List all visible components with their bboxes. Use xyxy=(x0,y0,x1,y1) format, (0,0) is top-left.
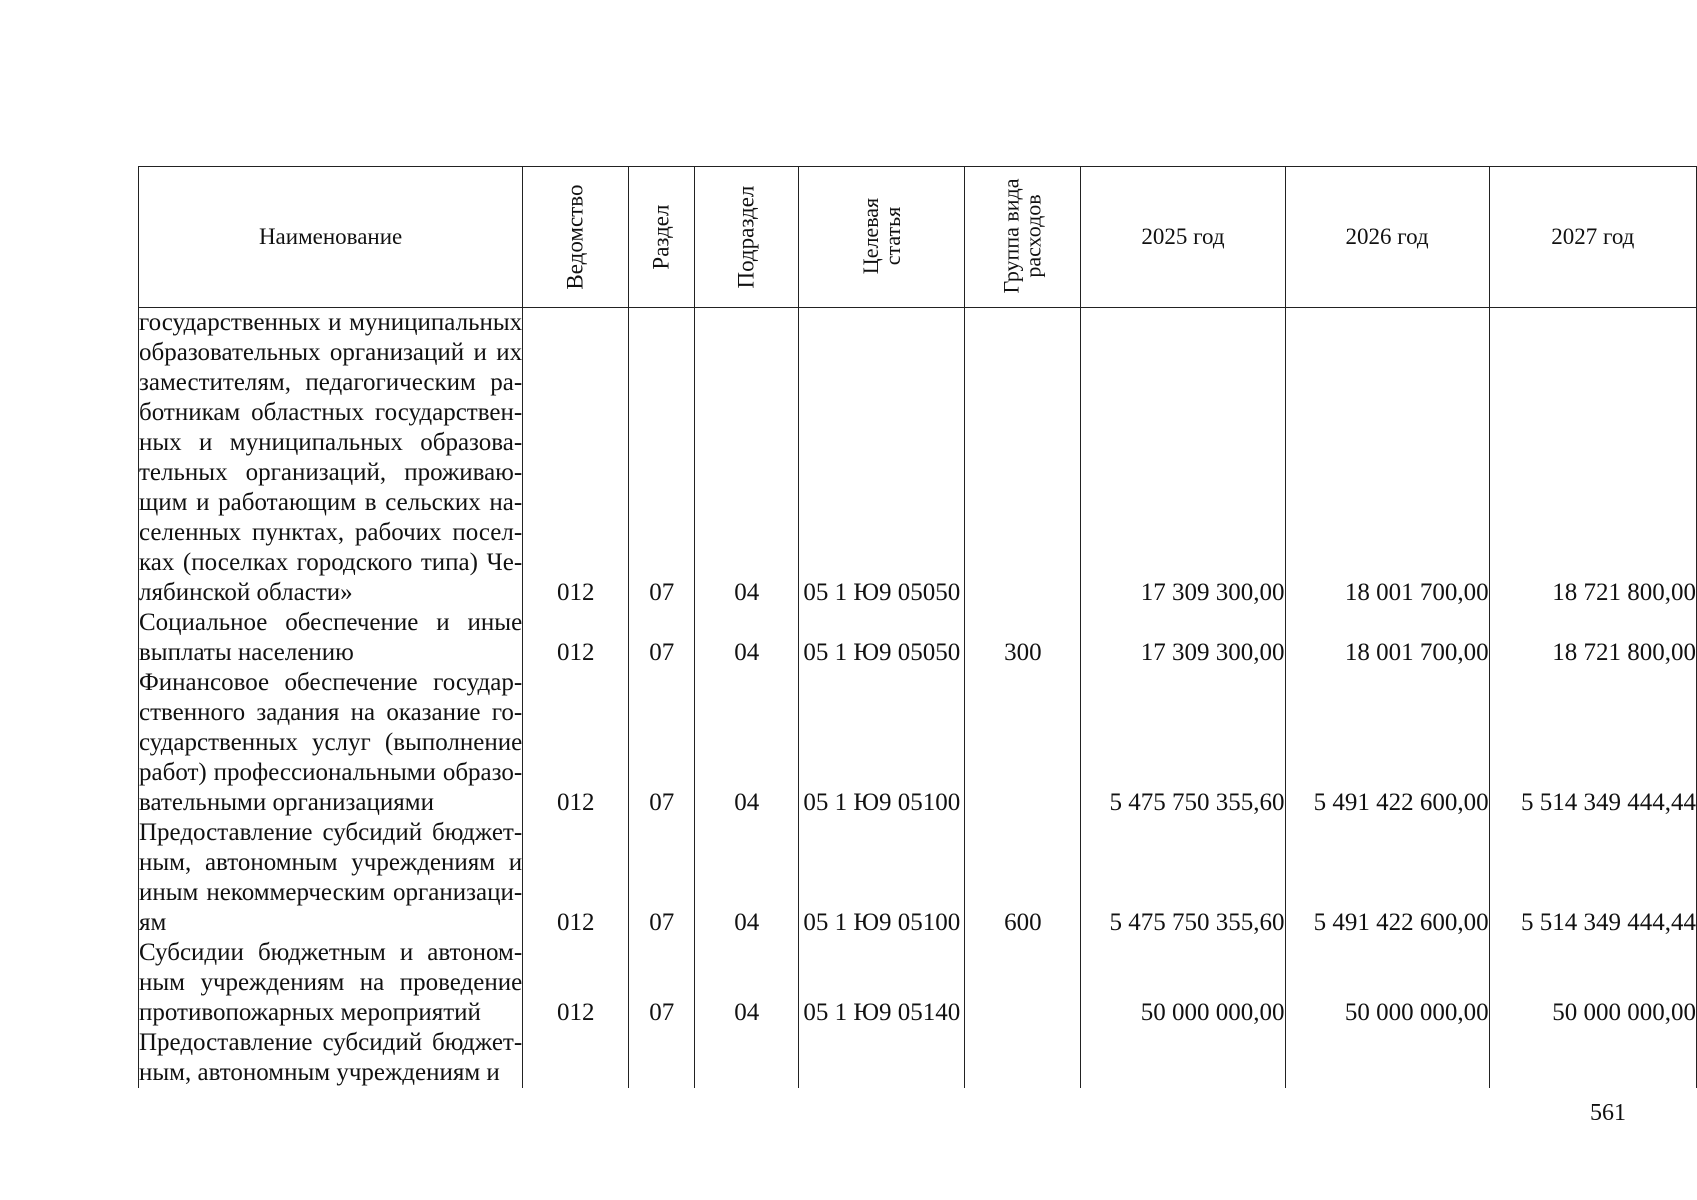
row-subsection: 04 xyxy=(695,668,799,818)
table-row xyxy=(139,938,1697,1028)
header-row xyxy=(139,167,1697,308)
row-2027: 5 514 349 444,44 xyxy=(1489,818,1696,938)
row-group xyxy=(965,668,1081,818)
table-row xyxy=(139,608,1697,668)
row-dept: 012 xyxy=(523,938,629,1028)
row-dept: 012 xyxy=(523,308,629,609)
row-2025: 5 475 750 355,60 xyxy=(1081,818,1285,938)
row-group xyxy=(965,938,1081,1028)
row-name: Предоставление субсидий бюджет-ным, автономным учреждениям и xyxy=(139,1029,523,1086)
header-subsection: Подраздел xyxy=(695,167,799,308)
row-2026: 5 491 422 600,00 xyxy=(1285,668,1489,818)
row-subsection xyxy=(695,1028,799,1088)
row-2026: 18 001 700,00 xyxy=(1285,308,1489,609)
header-target: Целевая статья xyxy=(799,167,965,308)
row-section xyxy=(629,1028,695,1088)
table-row xyxy=(139,1028,1697,1088)
row-section: 07 xyxy=(629,608,695,668)
row-group: 300 xyxy=(965,608,1081,668)
row-name: Финансовое обеспечение государ-ственного задания на оказание го-сударственных услуг (выполнение работ) профессиональными образо-вательными организациями xyxy=(139,669,523,816)
row-target: 05 1 Ю9 05050 xyxy=(799,608,965,668)
row-2025: 5 475 750 355,60 xyxy=(1081,668,1285,818)
row-target: 05 1 Ю9 05140 xyxy=(799,938,965,1028)
row-2025: 17 309 300,00 xyxy=(1081,608,1285,668)
row-name: Социальное обеспечение и иные выплаты населению xyxy=(139,609,523,666)
row-target xyxy=(799,1028,965,1088)
table-row xyxy=(139,308,1697,609)
row-section: 07 xyxy=(629,818,695,938)
row-group xyxy=(965,1028,1081,1088)
row-target: 05 1 Ю9 05100 xyxy=(799,818,965,938)
row-2027 xyxy=(1489,1028,1696,1088)
row-name: Предоставление субсидий бюджет-ным, автономным учреждениям и иным некоммерческим организаци-ям xyxy=(139,819,523,936)
table-row xyxy=(139,818,1697,938)
header-2026: 2026 год xyxy=(1285,167,1489,308)
row-subsection: 04 xyxy=(695,308,799,609)
header-group: Группа вида расходов xyxy=(965,167,1081,308)
row-dept xyxy=(523,1028,629,1088)
row-2026: 50 000 000,00 xyxy=(1285,938,1489,1028)
row-2025: 50 000 000,00 xyxy=(1081,938,1285,1028)
row-name: Субсидии бюджетным и автоном-ным учреждениям на проведение противопожарных мероприятий xyxy=(139,939,523,1026)
row-subsection: 04 xyxy=(695,608,799,668)
header-dept: Ведомство xyxy=(523,167,629,308)
row-2027: 18 721 800,00 xyxy=(1489,608,1696,668)
row-2027: 18 721 800,00 xyxy=(1489,308,1696,609)
row-dept: 012 xyxy=(523,608,629,668)
header-2025: 2025 год xyxy=(1081,167,1285,308)
row-2027: 50 000 000,00 xyxy=(1489,938,1696,1028)
row-subsection: 04 xyxy=(695,938,799,1028)
row-dept: 012 xyxy=(523,818,629,938)
row-section: 07 xyxy=(629,308,695,609)
row-subsection: 04 xyxy=(695,818,799,938)
row-section: 07 xyxy=(629,938,695,1028)
row-section: 07 xyxy=(629,668,695,818)
header-2027: 2027 год xyxy=(1489,167,1696,308)
row-2025: 17 309 300,00 xyxy=(1081,308,1285,609)
row-2026: 18 001 700,00 xyxy=(1285,608,1489,668)
row-dept: 012 xyxy=(523,668,629,818)
row-target: 05 1 Ю9 05050 xyxy=(799,308,965,609)
table-row xyxy=(139,668,1697,818)
page-number: 561 xyxy=(1590,1100,1626,1126)
row-group: 600 xyxy=(965,818,1081,938)
header-section: Раздел xyxy=(629,167,695,308)
budget-table xyxy=(138,166,1697,1088)
header-name: Наименование xyxy=(139,167,523,308)
row-2025 xyxy=(1081,1028,1285,1088)
row-2027: 5 514 349 444,44 xyxy=(1489,668,1696,818)
row-target: 05 1 Ю9 05100 xyxy=(799,668,965,818)
row-group xyxy=(965,308,1081,609)
row-name: государственных и муниципальных образовательных организаций и их заместителям, педагогическим ра-ботникам областных государствен-ных и муниципальных образова-тельных организаций, проживаю-щим и работающим в сельских на-селенных пунктах, рабочих посел-ках (поселках городского типа) Че-лябинской области» xyxy=(139,309,523,606)
row-2026: 5 491 422 600,00 xyxy=(1285,818,1489,938)
row-2026 xyxy=(1285,1028,1489,1088)
